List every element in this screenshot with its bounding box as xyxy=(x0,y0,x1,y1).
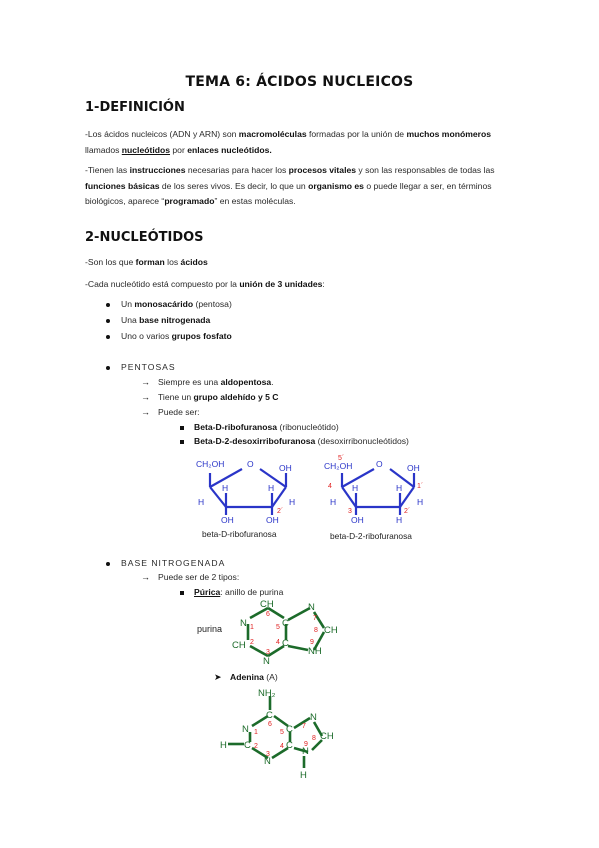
svg-text:H: H xyxy=(396,483,403,493)
svg-text:O: O xyxy=(247,459,254,469)
list-item: Tiene un grupo aldehído y 5 C xyxy=(158,392,279,402)
svg-text:H: H xyxy=(220,740,227,751)
svg-text:6: 6 xyxy=(268,721,272,728)
svg-text:N: N xyxy=(264,756,271,767)
bullet-dot xyxy=(106,335,110,339)
svg-text:N: N xyxy=(308,602,315,613)
svg-text:8: 8 xyxy=(312,735,316,742)
svg-text:C: C xyxy=(286,724,293,735)
list-item: Puede ser de 2 tipos: xyxy=(158,572,240,582)
svg-text:3: 3 xyxy=(266,649,270,656)
svg-text:H: H xyxy=(352,483,359,493)
arrow-icon: → xyxy=(141,392,150,402)
paragraph-instructions: -Tienen las instrucciones necesarias para hacer los procesos vitales y son las responsables de todas las funciones básicas de los seres vivos. Es decir, lo que un organismo es o puede llegar a ser, en términos biológicos, aparece “programado” en estas moléculas. xyxy=(85,165,495,206)
list-item: Púrica: anillo de purina xyxy=(194,587,284,597)
svg-text:H: H xyxy=(396,515,403,525)
svg-text:N: N xyxy=(302,746,309,757)
svg-text:8: 8 xyxy=(314,627,318,634)
svg-text:NH₂: NH₂ xyxy=(258,688,276,699)
svg-text:CH: CH xyxy=(320,731,334,742)
svg-text:C: C xyxy=(282,638,289,649)
list-item: Adenina (A) xyxy=(230,672,278,682)
svg-text:7: 7 xyxy=(313,615,317,622)
arrow-icon: → xyxy=(141,377,150,387)
bullet-dot xyxy=(106,562,110,566)
svg-text:C: C xyxy=(266,710,273,721)
svg-text:H: H xyxy=(300,770,307,781)
text-forman: -Son los que forman los ácidos xyxy=(85,257,208,267)
svg-text:CH₂OH: CH₂OH xyxy=(196,459,225,469)
svg-text:H: H xyxy=(222,483,229,493)
svg-text:H: H xyxy=(198,497,205,507)
arrow-icon: → xyxy=(141,407,150,417)
list-item: Puede ser: xyxy=(158,407,200,417)
caption-ribofuranosa: beta-D-ribofuranosa xyxy=(202,529,277,539)
desoxirribofuranosa-diagram xyxy=(318,455,438,535)
arrowhead-icon: ➤ xyxy=(214,672,222,682)
svg-text:3: 3 xyxy=(348,508,352,515)
svg-text:C: C xyxy=(282,618,289,629)
svg-text:H: H xyxy=(330,497,337,507)
svg-text:4: 4 xyxy=(276,639,280,646)
pentosas-label: PENTOSAS xyxy=(121,362,176,372)
svg-text:1´: 1´ xyxy=(417,483,424,490)
svg-text:CH₂OH: CH₂OH xyxy=(324,461,353,471)
purina-label: purina xyxy=(197,624,223,634)
list-item: Beta-D-ribofuranosa (ribonucleótido) xyxy=(194,422,339,432)
svg-text:2´: 2´ xyxy=(277,508,284,515)
ribofuranosa-diagram xyxy=(190,455,310,535)
svg-text:5: 5 xyxy=(276,624,280,631)
text-compuesto: -Cada nucleótido está compuesto por la unión de 3 unidades: xyxy=(85,279,325,289)
svg-text:5: 5 xyxy=(280,729,284,736)
svg-text:N: N xyxy=(263,656,270,667)
list-item: Siempre es una aldopentosa. xyxy=(158,377,274,387)
svg-text:H: H xyxy=(268,483,275,493)
svg-text:H: H xyxy=(289,497,296,507)
svg-text:9: 9 xyxy=(310,639,314,646)
base-nitrogenada-label: BASE NITROGENADA xyxy=(121,558,226,568)
square-bullet xyxy=(180,591,184,595)
caption-desoxirribofuranosa: beta-D-2-ribofuranosa xyxy=(330,531,412,541)
svg-text:5´: 5´ xyxy=(338,455,345,462)
svg-text:OH: OH xyxy=(221,515,234,525)
svg-text:7: 7 xyxy=(302,723,306,730)
svg-text:3: 3 xyxy=(266,751,270,758)
svg-text:OH: OH xyxy=(266,515,279,525)
svg-text:4: 4 xyxy=(280,743,284,750)
svg-text:C: C xyxy=(286,740,293,751)
svg-text:H: H xyxy=(417,497,424,507)
list-item: Una base nitrogenada xyxy=(121,315,211,325)
svg-text:CH: CH xyxy=(232,640,246,651)
svg-text:OH: OH xyxy=(351,515,364,525)
svg-text:N: N xyxy=(240,618,247,629)
svg-text:CH: CH xyxy=(324,625,338,636)
svg-text:4: 4 xyxy=(328,483,332,490)
square-bullet xyxy=(180,426,184,430)
arrow-icon: → xyxy=(141,572,150,582)
svg-text:2: 2 xyxy=(254,743,258,750)
svg-text:O: O xyxy=(376,459,383,469)
bullet-dot xyxy=(106,319,110,323)
svg-text:2´: 2´ xyxy=(404,508,411,515)
svg-text:6: 6 xyxy=(266,611,270,618)
section-heading-nucleotidos: 2-NUCLEÓTIDOS xyxy=(85,230,204,245)
list-item: Uno o varios grupos fosfato xyxy=(121,331,232,341)
purina-diagram xyxy=(228,598,368,668)
paragraph-definition: -Los ácidos nucleicos (ADN y ARN) son macromoléculas formadas por la unión de muchos monómeros llamados nucleótidos por enlaces nucleótidos. xyxy=(85,129,491,155)
svg-text:NH: NH xyxy=(308,646,322,657)
svg-text:N: N xyxy=(310,712,317,723)
svg-text:1: 1 xyxy=(254,729,258,736)
svg-text:9: 9 xyxy=(304,741,308,748)
svg-text:OH: OH xyxy=(407,463,420,473)
list-item: Un monosacárido (pentosa) xyxy=(121,299,232,309)
adenina-diagram xyxy=(218,686,358,786)
section-heading-definicion: 1-DEFINICIÓN xyxy=(85,100,185,115)
square-bullet xyxy=(180,440,184,444)
list-item: Beta-D-2-desoxirribofuranosa (desoxirribonucleótidos) xyxy=(194,436,409,446)
svg-text:2: 2 xyxy=(250,639,254,646)
svg-text:C: C xyxy=(244,740,251,751)
svg-text:CH: CH xyxy=(260,599,274,610)
bullet-dot xyxy=(106,303,110,307)
svg-text:N: N xyxy=(242,724,249,735)
page-title: TEMA 6: ÁCIDOS NUCLEICOS xyxy=(185,74,414,90)
svg-text:OH: OH xyxy=(279,463,292,473)
svg-text:1: 1 xyxy=(250,624,254,631)
bullet-dot xyxy=(106,366,110,370)
